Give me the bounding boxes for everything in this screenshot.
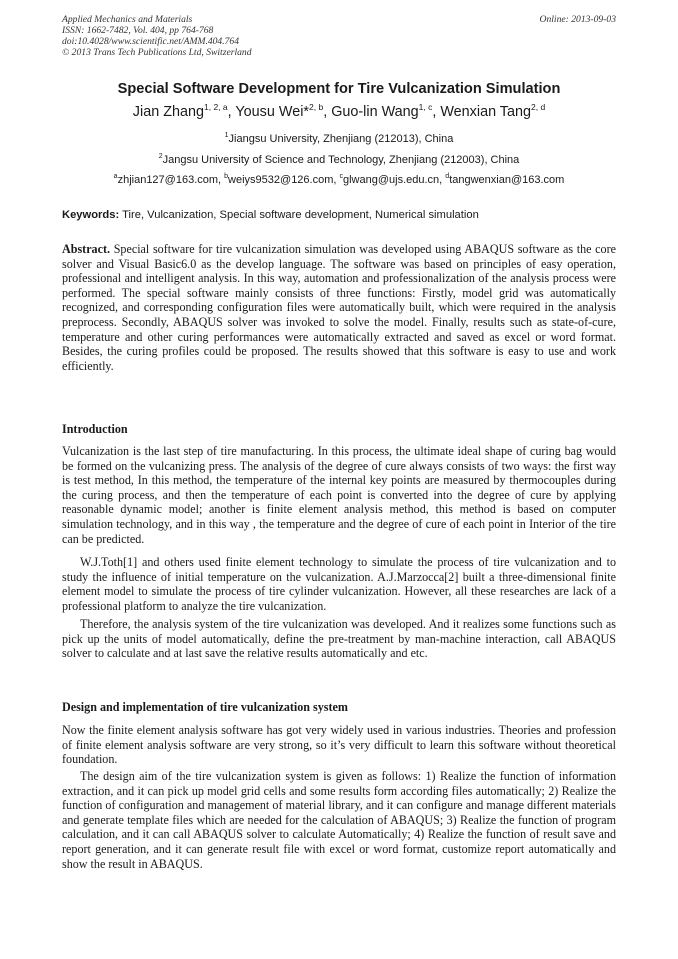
author-separator: , <box>432 104 441 120</box>
abstract-text: Special software for tire vulcanization simulation was developed using ABAQUS software as the core solver and Visual Basic6.0 as the develop language. The software was based on principles of easy operation, professional and intelligent analysis. In this way, automation and professionalization of the analysis process were performed. The special software mainly consists of three functions: Firstly, model grid was automatically recognized, and corresponding configuration files were automatically built, which were required in the analysis preprocess. Secondly, ABAQUS solver was invoked to solve the model. Finally, results such as state-of-cure, temperature and other curing performances were automatically extracted and saved as excel or word format. Besides, the curing profiles could be proposed. The results showed that this software is easy to use and work efficiently. <box>62 242 616 373</box>
author-name: Guo-lin Wang <box>331 104 419 120</box>
abstract-label: Abstract. <box>62 242 111 256</box>
doi-line: doi:10.4028/www.scientific.net/AMM.404.764 <box>62 36 240 47</box>
journal-info <box>62 14 616 58</box>
section-heading-design: Design and implementation of tire vulcanization system <box>62 700 348 714</box>
author-name: Wenxian Tang <box>440 104 532 120</box>
affiliation-2 <box>62 153 616 167</box>
author-superscript: 2, d <box>531 102 546 112</box>
issn-line: ISSN: 1662-7482, Vol. 404, pp 764-768 <box>62 25 214 36</box>
design-paragraph-2: The design aim of the tire vulcanization system is given as follows: 1) Realize the function of information extraction, and it can pick up model grid cells and some results form according files automatically; 2) Realize the function of configuration and management of material library, and it can configure and manage different materials and generate template files which are needed for the calculation of ABAQUS; 3) Realize the function of program calculation, and it can call ABAQUS solver to calculate Automatically; 4) Realize the function of result save and report generation, and it can generate result file with excel or word format, customize report automatically and show the result in ABAQUS. <box>62 769 616 871</box>
email-text: glwang@ujs.edu.cn, <box>343 174 446 186</box>
affiliation-text: Jangsu University of Science and Technology, Zhenjiang (212003), China <box>162 154 520 166</box>
email-mark: b <box>224 173 229 180</box>
author-superscript: 1, 2, a <box>204 102 228 112</box>
author-separator: , <box>227 104 236 120</box>
author-list <box>62 102 616 122</box>
running-header <box>62 14 616 58</box>
abstract-paragraph <box>62 242 616 373</box>
journal-name: Applied Mechanics and Materials <box>62 14 193 25</box>
author-superscript: 2, b <box>309 102 324 112</box>
email-mark: c <box>339 173 343 180</box>
author-superscript: 1, c <box>418 102 433 112</box>
keywords-text: Tire, Vulcanization, Special software development, Numerical simulation <box>119 209 479 221</box>
keywords-line <box>62 208 616 222</box>
email-mark: a <box>113 173 118 180</box>
email-text: tangwenxian@163.com <box>449 174 565 186</box>
section-heading-introduction: Introduction <box>62 422 128 436</box>
paper-title: Special Software Development for Tire Vulcanization Simulation <box>117 81 561 97</box>
intro-paragraph-1: Vulcanization is the last step of tire manufacturing. In this process, the ultimate ideal shape of curing bag would be formed on the vulcanizing press. The analysis of the degree of cure always consists of two ways: the first way is test method, In this method, the temperature of the internal key points are measured by thermocouples during the curing process, and then the temperature of each point is converted into the degree of cure by applying reasonable dynamic model; another is finite element analysis method, this method is based on computer simulation technology, and in this way , the temperature and the degree of cure of each point in Interior of the tire can be predicted. <box>62 444 616 546</box>
affiliation-text: Jiangsu University, Zhenjiang (212013), China <box>228 133 454 145</box>
author-name: Jian Zhang <box>132 104 204 120</box>
affiliation-mark: 2 <box>158 153 163 160</box>
affiliation-mark: 1 <box>224 132 229 139</box>
email-list <box>62 173 616 187</box>
design-paragraph-1: Now the finite element analysis software has got very widely used in various industries. Theories and profession of finite element analysis software are very strong, so it’s very difficult to learn this software without theoretical foundation. <box>62 723 616 767</box>
email-text: weiys9532@126.com, <box>228 174 340 186</box>
affiliation-1 <box>62 132 616 146</box>
copyright-line: © 2013 Trans Tech Publications Ltd, Switzerland <box>62 47 252 58</box>
intro-paragraph-3: Therefore, the analysis system of the tire vulcanization was developed. And it realizes some functions such as pick up the units of model automatically, define the pre-treatment by man-machine interaction, call ABAQUS solver to calculate and at last save the relative results automatically and etc. <box>62 617 616 661</box>
keywords-label: Keywords: <box>62 209 120 221</box>
online-date: Online: 2013-09-03 <box>539 14 616 25</box>
email-text: zhjian127@163.com, <box>117 174 225 186</box>
author-name: Yousu Wei* <box>235 104 309 120</box>
intro-paragraph-2: W.J.Toth[1] and others used finite element technology to simulate the process of tire vulcanization and to study the influence of initial temperature on the vulcanization. A.J.Marzocca[2] built a three-dimensional finite element model to simulate the process of tire cylinder vulcanization. However, all these researches are lack of a professional platform to analyze the tire vulcanization. <box>62 555 616 613</box>
author-separator: , <box>323 104 332 120</box>
email-mark: d <box>445 173 450 180</box>
